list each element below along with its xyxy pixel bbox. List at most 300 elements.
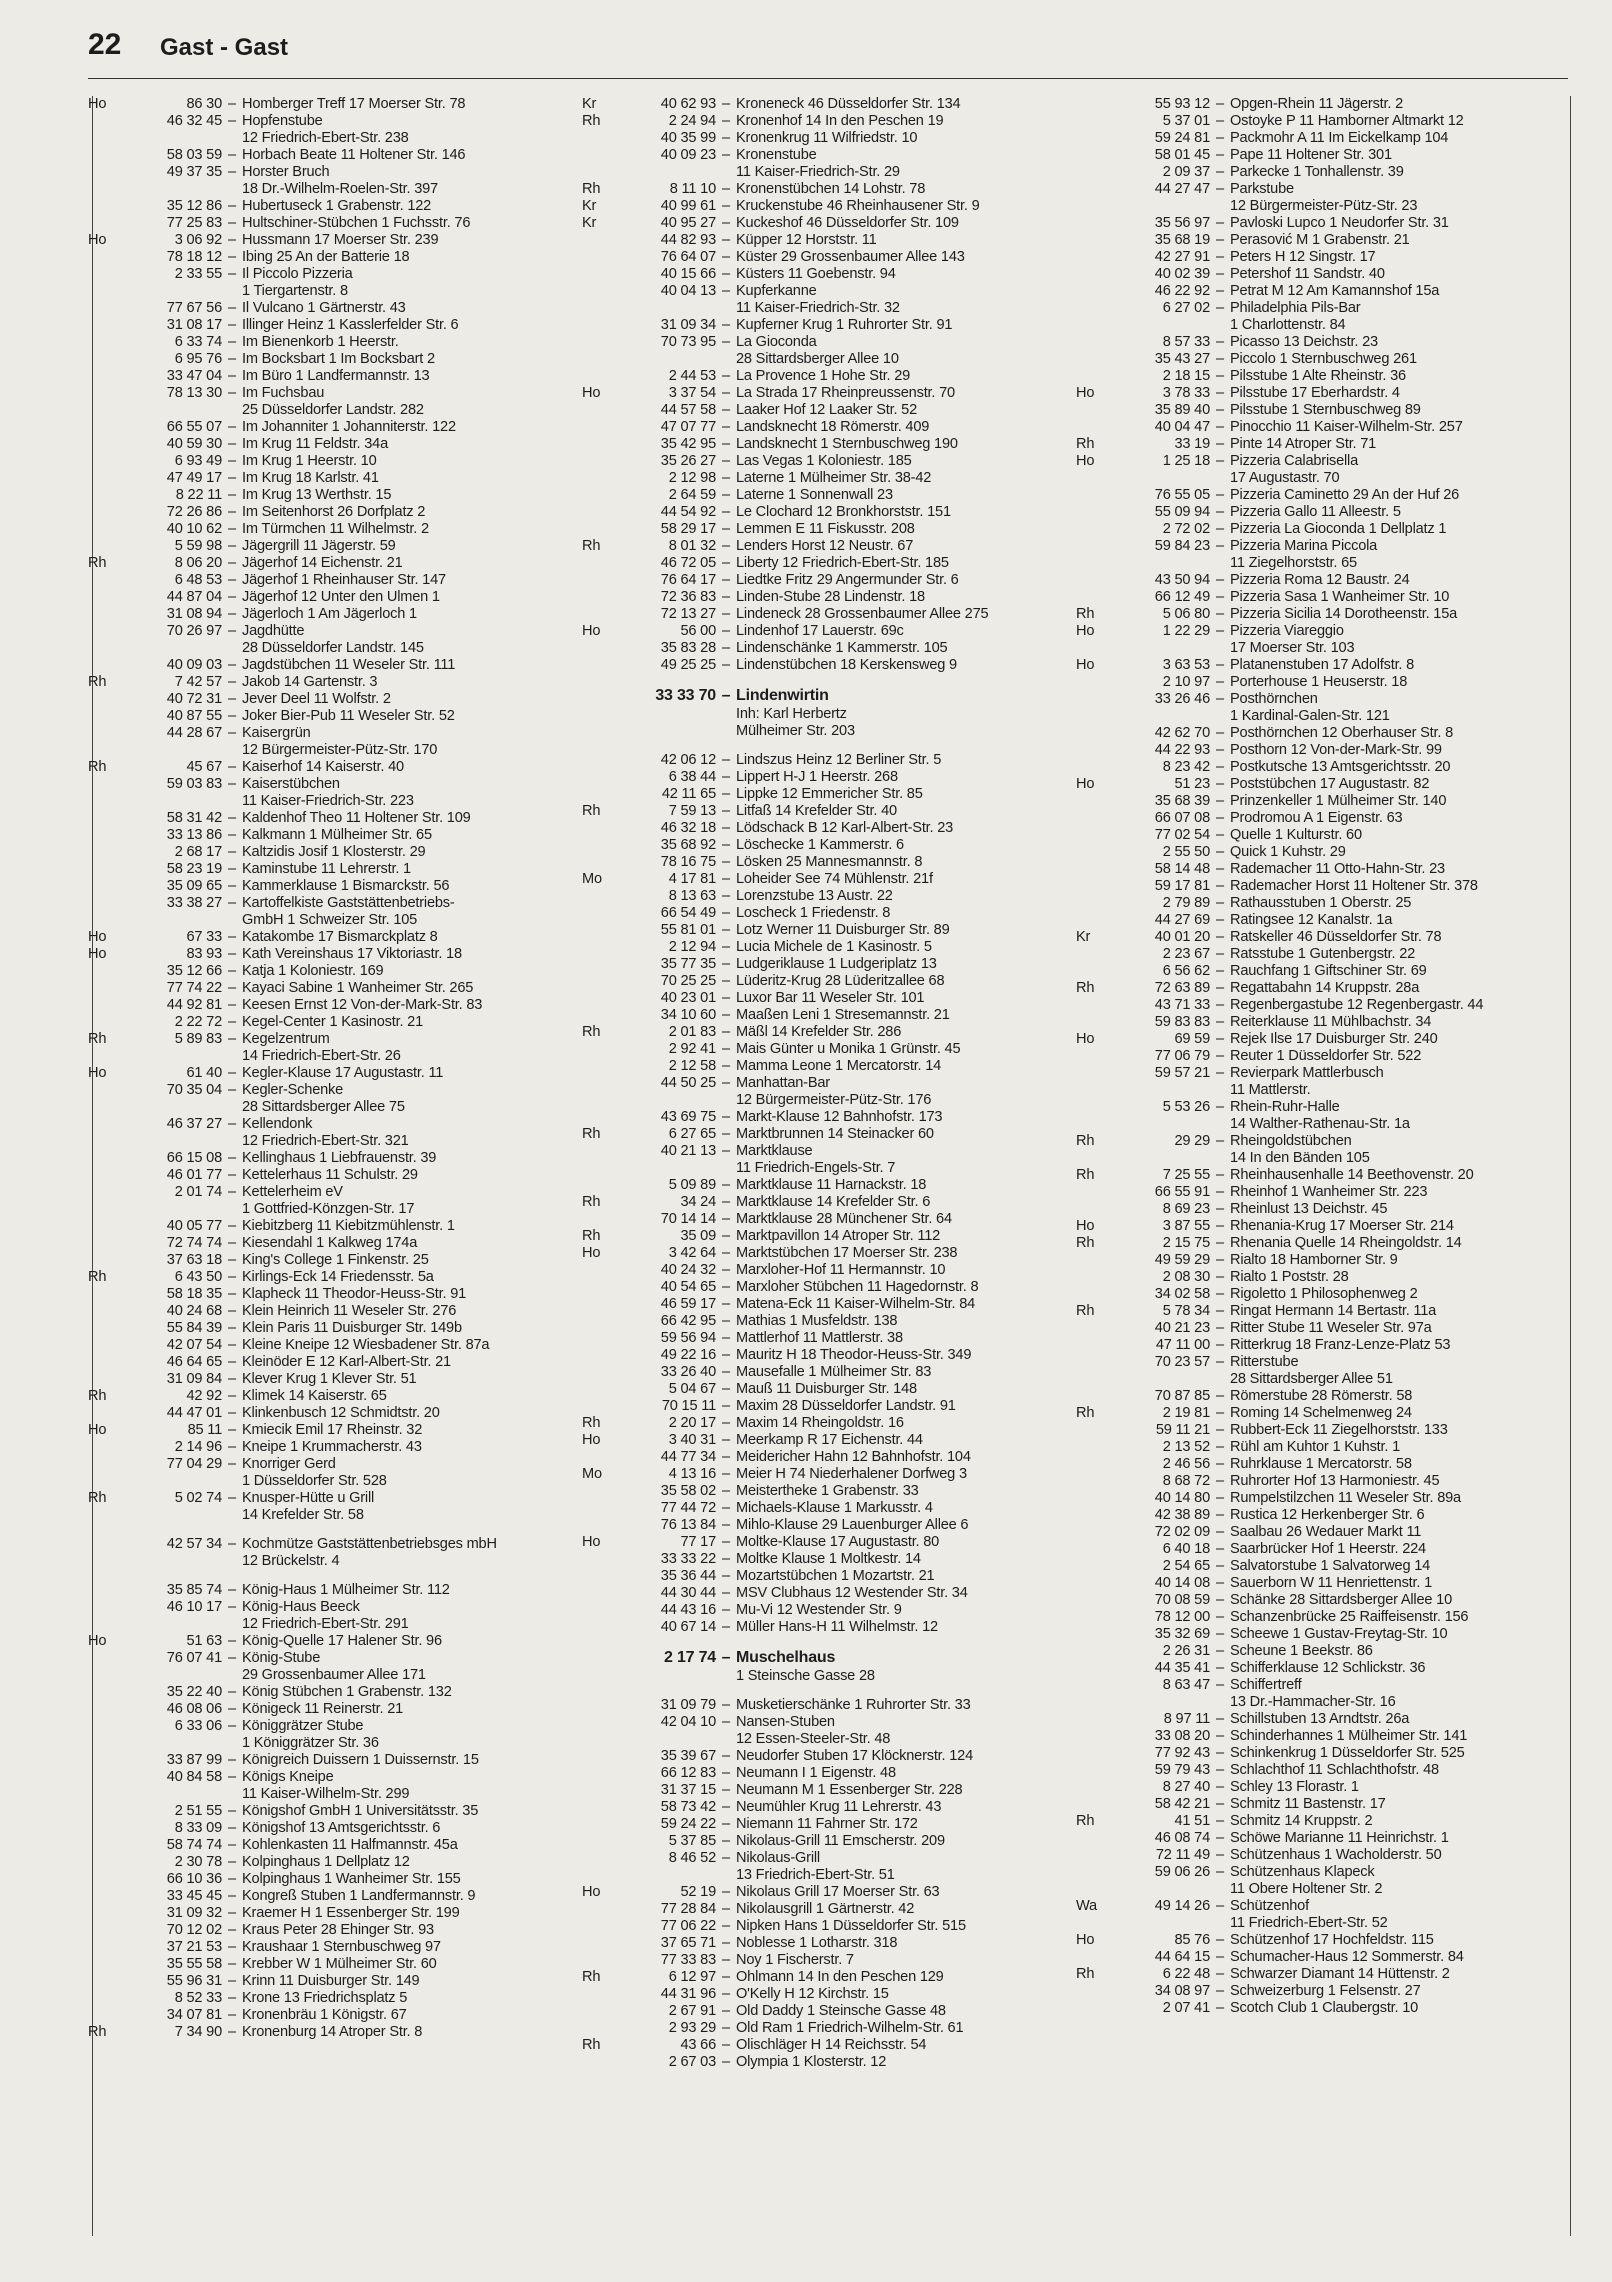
entry-continuation: 25 Düsseldorfer Landstr. 282 bbox=[242, 402, 424, 418]
listing-entry bbox=[582, 1748, 1062, 1765]
district-code bbox=[88, 1905, 130, 1922]
phone-number: 8 13 63 bbox=[668, 888, 716, 904]
phone-number: 85 76 bbox=[1174, 1932, 1210, 1948]
dash-separator: – bbox=[722, 1901, 730, 1917]
listing-entry bbox=[88, 300, 568, 317]
district-code bbox=[582, 555, 624, 572]
business-name-address: Pape 11 Holtener Str. 301 bbox=[1230, 147, 1392, 163]
district-code: Rh bbox=[1076, 1966, 1095, 1982]
district-code bbox=[1076, 1762, 1118, 1779]
listing-entry bbox=[582, 1075, 1062, 1092]
listing-entry bbox=[582, 1986, 1062, 2003]
listing-entry bbox=[582, 837, 1062, 854]
dash-separator: – bbox=[1216, 1524, 1224, 1540]
business-name-address: Landsknecht 18 Römerstr. 409 bbox=[736, 419, 930, 435]
listing-entry bbox=[1076, 2000, 1566, 2017]
dash-separator: – bbox=[228, 946, 236, 962]
business-name-address: Kaminstube 11 Lehrerstr. 1 bbox=[242, 861, 411, 877]
phone-number: 6 40 18 bbox=[1162, 1541, 1210, 1557]
phone-number: 6 56 62 bbox=[1162, 963, 1210, 979]
dash-separator: – bbox=[228, 249, 236, 265]
phone-number: 58 74 74 bbox=[166, 1837, 222, 1853]
business-name-address: Pizzeria Marina Piccola bbox=[1230, 538, 1378, 554]
business-name-address: Rademacher 11 Otto-Hahn-Str. 23 bbox=[1230, 861, 1445, 877]
dash-separator: – bbox=[228, 1320, 236, 1336]
listing-entry bbox=[1076, 946, 1566, 963]
listing-entry bbox=[582, 96, 1062, 113]
business-name-address: Saalbau 26 Wedauer Markt 11 bbox=[1230, 1524, 1422, 1540]
listing-entry bbox=[1076, 1184, 1566, 1201]
phone-number: 35 83 28 bbox=[660, 640, 716, 656]
phone-number: 51 23 bbox=[1174, 776, 1210, 792]
business-name-address: Reiterklause 11 Mühlbachstr. 34 bbox=[1230, 1014, 1432, 1030]
phone-number: 40 24 32 bbox=[660, 1262, 716, 1278]
business-name-address: O'Kelly H 12 Kirchstr. 15 bbox=[736, 1986, 889, 2002]
business-name-address: King's College 1 Finkenstr. 25 bbox=[242, 1252, 429, 1268]
phone-number: 58 29 17 bbox=[660, 521, 716, 537]
listing-entry bbox=[88, 1633, 568, 1650]
dash-separator: – bbox=[722, 1347, 730, 1363]
dash-separator: – bbox=[1216, 742, 1224, 758]
listing-entry bbox=[582, 1432, 1062, 1449]
dash-separator: – bbox=[228, 1973, 236, 1989]
listing-entry bbox=[1076, 96, 1566, 113]
phone-number: 77 06 22 bbox=[660, 1918, 716, 1934]
entry-continuation: 12 Brückelstr. 4 bbox=[242, 1553, 340, 1569]
dash-separator: – bbox=[1216, 929, 1224, 945]
dash-separator: – bbox=[722, 1109, 730, 1125]
business-name-address: Jever Deel 11 Wolfstr. 2 bbox=[242, 691, 391, 707]
listing-entry bbox=[88, 436, 568, 453]
district-code: Rh bbox=[88, 555, 107, 571]
business-name-address: Hultschiner-Stübchen 1 Fuchsstr. 76 bbox=[242, 215, 471, 231]
business-name-address: Platanenstuben 17 Adolfstr. 8 bbox=[1230, 657, 1415, 673]
dash-separator: – bbox=[1216, 912, 1224, 928]
page-header bbox=[88, 28, 1568, 79]
business-name-address: Jägerhof 14 Eichenstr. 21 bbox=[242, 555, 403, 571]
dash-separator: – bbox=[1216, 453, 1224, 469]
entry-continuation: 14 Krefelder Str. 58 bbox=[242, 1507, 364, 1523]
district-code bbox=[582, 1007, 624, 1024]
phone-number: 34 02 58 bbox=[1154, 1286, 1210, 1302]
dash-separator: – bbox=[722, 1697, 730, 1713]
listing-entry bbox=[582, 922, 1062, 939]
listing-entry bbox=[1076, 1048, 1566, 1065]
business-name-address: Kronenburg 14 Atroper Str. 8 bbox=[242, 2024, 423, 2040]
phone-number: 42 57 34 bbox=[166, 1536, 222, 1552]
business-name-address: Lemmen E 11 Fiskusstr. 208 bbox=[736, 521, 915, 537]
phone-number: 76 55 05 bbox=[1154, 487, 1210, 503]
listing-entry bbox=[88, 232, 568, 249]
district-code: Kr bbox=[582, 215, 597, 231]
listing-entry bbox=[1076, 130, 1566, 147]
district-code: Kr bbox=[582, 96, 597, 112]
dash-separator: – bbox=[722, 504, 730, 520]
district-code bbox=[1076, 997, 1118, 1014]
listing-entry bbox=[1076, 1269, 1566, 1286]
business-name-address: Klever Krug 1 Klever Str. 51 bbox=[242, 1371, 417, 1387]
listing-entry bbox=[88, 1905, 568, 1922]
district-code: Ho bbox=[88, 96, 107, 112]
dash-separator: – bbox=[722, 752, 730, 768]
phone-number: 85 11 bbox=[187, 1422, 222, 1438]
business-name-address: Scheune 1 Beekstr. 86 bbox=[1230, 1643, 1373, 1659]
business-name-address: La Strada 17 Rheinpreussenstr. 70 bbox=[736, 385, 955, 401]
district-code bbox=[1076, 1677, 1118, 1694]
district-code bbox=[582, 1398, 624, 1415]
district-code: Rh bbox=[582, 1024, 601, 1040]
listing-entry bbox=[582, 1568, 1062, 1585]
business-name-address: Krebber W 1 Mülheimer Str. 60 bbox=[242, 1956, 437, 1972]
business-name-address: Pizzeria Sasa 1 Wanheimer Str. 10 bbox=[1230, 589, 1450, 605]
district-code bbox=[88, 997, 130, 1014]
listing-entry bbox=[88, 759, 568, 776]
entry-continuation: 17 Augustastr. 70 bbox=[1230, 470, 1340, 486]
phone-number: 2 55 50 bbox=[1162, 844, 1210, 860]
dash-separator: – bbox=[228, 470, 236, 486]
listing-entry bbox=[582, 1500, 1062, 1517]
business-name-address: Pizzeria Gallo 11 Alleestr. 5 bbox=[1230, 504, 1401, 520]
listing-entry bbox=[88, 1218, 568, 1235]
dash-separator: – bbox=[1216, 1796, 1224, 1812]
phone-number: 40 09 23 bbox=[660, 147, 716, 163]
district-code bbox=[1076, 504, 1118, 521]
business-name-address: Laterne 1 Sonnenwall 23 bbox=[736, 487, 893, 503]
phone-number: 33 33 70 bbox=[655, 687, 716, 704]
district-code bbox=[582, 572, 624, 589]
dash-separator: – bbox=[1216, 1932, 1224, 1948]
business-name-address: Muschelhaus bbox=[736, 1649, 836, 1666]
dash-separator: – bbox=[722, 1918, 730, 1934]
business-name-address: Porterhouse 1 Heuserstr. 18 bbox=[1230, 674, 1408, 690]
business-name-address: Rumpelstilzchen 11 Weseler Str. 89a bbox=[1230, 1490, 1461, 1506]
listing-entry bbox=[582, 640, 1062, 657]
listing-entry bbox=[1076, 759, 1566, 776]
dash-separator: – bbox=[1216, 1184, 1224, 1200]
business-name-address: Scotch Club 1 Claubergstr. 10 bbox=[1230, 2000, 1419, 2016]
dash-separator: – bbox=[228, 878, 236, 894]
district-code bbox=[582, 939, 624, 956]
dash-separator: – bbox=[1216, 385, 1224, 401]
business-name-address: Kraemer H 1 Essenberger Str. 199 bbox=[242, 1905, 460, 1921]
dash-separator: – bbox=[722, 990, 730, 1006]
district-code bbox=[88, 1218, 130, 1235]
phone-number: 35 22 40 bbox=[166, 1684, 222, 1700]
dash-separator: – bbox=[722, 1126, 730, 1142]
entry-continuation: 12 Bürgermeister-Pütz-Str. 176 bbox=[736, 1092, 932, 1108]
phone-number: 44 30 44 bbox=[660, 1585, 716, 1601]
phone-number: 70 87 85 bbox=[1154, 1388, 1210, 1404]
phone-number: 44 50 25 bbox=[660, 1075, 716, 1091]
listing-entry bbox=[88, 776, 568, 793]
district-code: Rh bbox=[1076, 606, 1095, 622]
dash-separator: – bbox=[722, 2003, 730, 2019]
business-name-address: Kolpinghaus 1 Wanheimer Str. 155 bbox=[242, 1871, 461, 1887]
phone-number: 33 87 99 bbox=[166, 1752, 222, 1768]
business-name-address: Löschecke 1 Kammerstr. 6 bbox=[736, 837, 904, 853]
listing-entry bbox=[1076, 1728, 1566, 1745]
phone-number: 42 06 12 bbox=[660, 752, 716, 768]
dash-separator: – bbox=[722, 1551, 730, 1567]
phone-number: 44 27 69 bbox=[1154, 912, 1210, 928]
business-name-address: Homberger Treff 17 Moerser Str. 78 bbox=[242, 96, 466, 112]
listing-entry bbox=[88, 895, 568, 912]
listing-entry bbox=[582, 572, 1062, 589]
dash-separator: – bbox=[1216, 266, 1224, 282]
listing-entry bbox=[1076, 691, 1566, 708]
district-code bbox=[582, 2020, 624, 2037]
district-code: Ho bbox=[582, 623, 601, 639]
business-name-address: Moltke-Klause 17 Augustastr. 80 bbox=[736, 1534, 940, 1550]
dash-separator: – bbox=[722, 1381, 730, 1397]
dash-separator: – bbox=[1216, 1133, 1224, 1149]
business-name-address: Ratingsee 12 Kanalstr. 1a bbox=[1230, 912, 1393, 928]
listing-entry bbox=[1076, 1490, 1566, 1507]
listing-entry bbox=[1076, 1456, 1566, 1473]
business-name-address: Kellendonk bbox=[242, 1116, 313, 1132]
district-code: Ho bbox=[582, 1884, 601, 1900]
business-name-address: Kruckenstube 46 Rheinhausener Str. 9 bbox=[736, 198, 980, 214]
district-code bbox=[88, 1536, 130, 1553]
business-name-address: König-Haus Beeck bbox=[242, 1599, 360, 1615]
dash-separator: – bbox=[228, 1582, 236, 1598]
business-name-address: Kegel-Center 1 Kasinostr. 21 bbox=[242, 1014, 423, 1030]
listing-entry bbox=[582, 1245, 1062, 1262]
listing-entry bbox=[582, 2054, 1062, 2071]
listing-entry bbox=[1076, 980, 1566, 997]
phone-number: 78 13 30 bbox=[166, 385, 222, 401]
listing-entry bbox=[1076, 929, 1566, 946]
listing-entry bbox=[1076, 844, 1566, 861]
dash-separator: – bbox=[722, 317, 730, 333]
dash-separator: – bbox=[228, 1837, 236, 1853]
phone-number: 2 79 89 bbox=[1162, 895, 1210, 911]
business-name-address: Keesen Ernst 12 Von-der-Mark-Str. 83 bbox=[242, 997, 483, 1013]
business-name-address: Rheinhausenhalle 14 Beethovenstr. 20 bbox=[1230, 1167, 1474, 1183]
district-code bbox=[582, 130, 624, 147]
phone-number: 70 25 25 bbox=[660, 973, 716, 989]
business-name-address: Kaisergrün bbox=[242, 725, 311, 741]
listing-entry bbox=[88, 1956, 568, 1973]
dash-separator: – bbox=[228, 861, 236, 877]
listing-entry bbox=[582, 1816, 1062, 1833]
dash-separator: – bbox=[1216, 1048, 1224, 1064]
phone-number: 8 46 52 bbox=[668, 1850, 716, 1866]
dash-separator: – bbox=[228, 1031, 236, 1047]
district-code bbox=[582, 317, 624, 334]
dash-separator: – bbox=[1216, 691, 1224, 707]
listing-entry bbox=[582, 368, 1062, 385]
dash-separator: – bbox=[721, 687, 731, 704]
business-name-address: Königshof 13 Amtsgerichtsstr. 6 bbox=[242, 1820, 441, 1836]
phone-number: 70 73 95 bbox=[660, 334, 716, 350]
business-name-address: Schinderhannes 1 Mülheimer Str. 141 bbox=[1230, 1728, 1468, 1744]
phone-number: 59 56 94 bbox=[660, 1330, 716, 1346]
listing-entry bbox=[88, 419, 568, 436]
district-code bbox=[582, 589, 624, 606]
listing-entry bbox=[582, 419, 1062, 436]
phone-number: 43 50 94 bbox=[1154, 572, 1210, 588]
dash-separator: – bbox=[1216, 1422, 1224, 1438]
business-name-address: Rathausstuben 1 Oberstr. 25 bbox=[1230, 895, 1412, 911]
phone-number: 70 35 04 bbox=[166, 1082, 222, 1098]
phone-number: 55 96 31 bbox=[166, 1973, 222, 1989]
district-code bbox=[582, 888, 624, 905]
business-name-address: Pizzeria Sicilia 14 Dorotheenstr. 15a bbox=[1230, 606, 1458, 622]
phone-number: 59 84 23 bbox=[1154, 538, 1210, 554]
phone-number: 40 14 80 bbox=[1154, 1490, 1210, 1506]
phone-number: 6 33 74 bbox=[174, 334, 222, 350]
dash-separator: – bbox=[228, 436, 236, 452]
listing-entry bbox=[582, 1415, 1062, 1432]
district-code: Rh bbox=[1076, 1303, 1095, 1319]
phone-number: 6 93 49 bbox=[174, 453, 222, 469]
listing-entry bbox=[1076, 1031, 1566, 1048]
phone-number: 40 62 93 bbox=[660, 96, 716, 112]
phone-number: 5 59 98 bbox=[174, 538, 222, 554]
listing-entry bbox=[88, 1337, 568, 1354]
listing-entry bbox=[582, 1347, 1062, 1364]
dash-separator: – bbox=[722, 1143, 730, 1159]
dash-separator: – bbox=[228, 1405, 236, 1421]
entry-continuation: 11 Kaiser-Wilhelm-Str. 299 bbox=[242, 1786, 410, 1802]
district-code bbox=[88, 1582, 130, 1599]
business-name-address: Lindenwirtin bbox=[736, 687, 829, 704]
phone-number: 72 63 89 bbox=[1154, 980, 1210, 996]
listing-entry bbox=[582, 1449, 1062, 1466]
phone-number: 7 42 57 bbox=[174, 674, 222, 690]
listing-entry bbox=[88, 589, 568, 606]
district-code: Ho bbox=[582, 1432, 601, 1448]
phone-number: 6 27 65 bbox=[668, 1126, 716, 1142]
district-code bbox=[88, 1303, 130, 1320]
listing-entry bbox=[582, 147, 1062, 164]
business-name-address: Kiesendahl 1 Kalkweg 174a bbox=[242, 1235, 418, 1251]
listing-entry bbox=[1076, 385, 1566, 402]
dash-separator: – bbox=[228, 2007, 236, 2023]
business-name-address: Luxor Bar 11 Weseler Str. 101 bbox=[736, 990, 925, 1006]
listing-entry bbox=[1076, 861, 1566, 878]
dash-separator: – bbox=[722, 1517, 730, 1533]
phone-number: 2 23 67 bbox=[1162, 946, 1210, 962]
phone-number: 58 31 42 bbox=[166, 810, 222, 826]
phone-number: 42 62 70 bbox=[1154, 725, 1210, 741]
phone-number: 35 89 40 bbox=[1154, 402, 1210, 418]
dash-separator: – bbox=[722, 283, 730, 299]
entry-continuation: 14 Friedrich-Ebert-Str. 26 bbox=[242, 1048, 401, 1064]
phone-number: 3 42 64 bbox=[668, 1245, 716, 1261]
district-code: Ho bbox=[1076, 1031, 1095, 1047]
district-code bbox=[88, 861, 130, 878]
listing-entry bbox=[582, 1483, 1062, 1500]
dash-separator: – bbox=[722, 572, 730, 588]
listing-entry bbox=[1076, 1677, 1566, 1694]
district-code bbox=[582, 686, 624, 706]
listing-entry bbox=[582, 1585, 1062, 1602]
dash-separator: – bbox=[1216, 946, 1224, 962]
dash-separator: – bbox=[1216, 793, 1224, 809]
entry-continuation: 14 In den Bänden 105 bbox=[1230, 1150, 1370, 1166]
district-code: Rh bbox=[1076, 436, 1095, 452]
dash-separator: – bbox=[722, 1602, 730, 1618]
business-name-address: Im Krug 11 Feldstr. 34a bbox=[242, 436, 389, 452]
district-code bbox=[88, 589, 130, 606]
phone-number: 6 12 97 bbox=[668, 1969, 716, 1985]
business-name-address: Königreich Duissern 1 Duissernstr. 15 bbox=[242, 1752, 479, 1768]
district-code bbox=[88, 487, 130, 504]
dash-separator: – bbox=[722, 589, 730, 605]
district-code bbox=[582, 1058, 624, 1075]
phone-number: 44 77 34 bbox=[660, 1449, 716, 1465]
business-name-address: Marktklause 11 Harnackstr. 18 bbox=[736, 1177, 927, 1193]
listing-entry bbox=[88, 334, 568, 351]
business-name-address: Marktbrunnen 14 Steinacker 60 bbox=[736, 1126, 934, 1142]
dash-separator: – bbox=[1216, 1779, 1224, 1795]
business-name-address: Schützenhof bbox=[1230, 1898, 1309, 1914]
business-name-address: Loheider See 74 Mühlenstr. 21f bbox=[736, 871, 933, 887]
business-name-address: Schützenhaus Klapeck bbox=[1230, 1864, 1375, 1880]
listing-entry bbox=[88, 453, 568, 470]
phone-number: 2 07 41 bbox=[1162, 2000, 1210, 2016]
district-code bbox=[88, 1439, 130, 1456]
business-name-address: Schlachthof 11 Schlachthofstr. 48 bbox=[1230, 1762, 1439, 1778]
district-code bbox=[582, 521, 624, 538]
phone-number: 34 24 bbox=[680, 1194, 716, 1210]
dash-separator: – bbox=[1216, 1167, 1224, 1183]
listing-entry bbox=[88, 385, 568, 402]
phone-number: 4 17 81 bbox=[668, 871, 716, 887]
dash-separator: – bbox=[228, 1905, 236, 1921]
district-code bbox=[88, 1701, 130, 1718]
business-name-address: Kammerklause 1 Bismarckstr. 56 bbox=[242, 878, 450, 894]
district-code bbox=[88, 1684, 130, 1701]
business-name-address: Hopfenstube bbox=[242, 113, 323, 129]
dash-separator: – bbox=[722, 419, 730, 435]
phone-number: 78 12 00 bbox=[1154, 1609, 1210, 1625]
listing-entry bbox=[582, 487, 1062, 504]
phone-number: 2 01 74 bbox=[174, 1184, 222, 1200]
district-code bbox=[582, 266, 624, 283]
dash-separator: – bbox=[228, 1769, 236, 1785]
listing-entry bbox=[1076, 1541, 1566, 1558]
phone-number: 2 13 52 bbox=[1162, 1439, 1210, 1455]
dash-separator: – bbox=[722, 1969, 730, 1985]
listing-entry bbox=[1076, 1507, 1566, 1524]
phone-number: 70 08 59 bbox=[1154, 1592, 1210, 1608]
district-code bbox=[582, 1143, 624, 1160]
listing-entry bbox=[88, 1888, 568, 1905]
listing-entry bbox=[1076, 1898, 1566, 1915]
dash-separator: – bbox=[1216, 674, 1224, 690]
district-code bbox=[1076, 419, 1118, 436]
district-code bbox=[1076, 487, 1118, 504]
listing-entry bbox=[88, 1014, 568, 1031]
district-code bbox=[1076, 1643, 1118, 1660]
listing-entry bbox=[88, 1456, 568, 1473]
phone-number: 70 26 97 bbox=[166, 623, 222, 639]
dash-separator: – bbox=[228, 487, 236, 503]
entry-continuation: 1 Königgrätzer Str. 36 bbox=[242, 1735, 379, 1751]
business-name-address: Mais Günter u Monika 1 Grünstr. 45 bbox=[736, 1041, 961, 1057]
dash-separator: – bbox=[1216, 776, 1224, 792]
phone-number: 6 27 02 bbox=[1162, 300, 1210, 316]
listing-entry bbox=[582, 1517, 1062, 1534]
phone-number: 46 22 92 bbox=[1154, 283, 1210, 299]
business-name-address: Salvatorstube 1 Salvatorweg 14 bbox=[1230, 1558, 1431, 1574]
business-name-address: Rejek Ilse 17 Duisburger Str. 240 bbox=[1230, 1031, 1438, 1047]
dash-separator: – bbox=[722, 1398, 730, 1414]
dash-separator: – bbox=[228, 1490, 236, 1506]
